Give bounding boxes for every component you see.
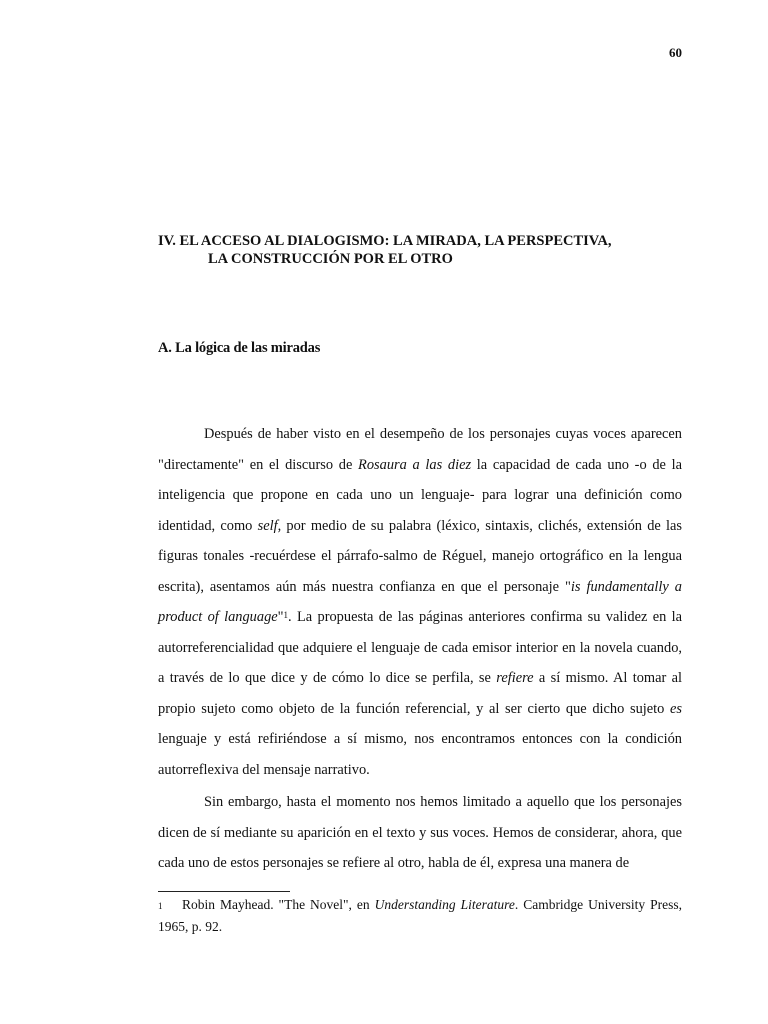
paragraph-1-text-2: la capacidad de cada uno -o de la inteligencia que propone en cada uno un lenguaje- para lograr una definición como identidad, como	[158, 456, 683, 534]
chapter-title	[158, 232, 698, 268]
book-title-rosaura: Rosaura a las diez	[358, 456, 472, 473]
body-text	[158, 419, 682, 879]
footnote-reference[interactable]: 1	[283, 610, 289, 620]
paragraph-1-quote-close: "	[277, 609, 284, 625]
footnote	[158, 894, 682, 938]
footnote-marker: 1	[158, 901, 163, 911]
chapter-title-line-1: IV. EL ACCESO AL DIALOGISMO: LA MIRADA, LA PERSPECTIVA,	[158, 233, 612, 249]
footnote-text-1: Robin Mayhead. "The Novel", en	[182, 897, 375, 912]
paragraph-1-text-1: Después de haber visto en el desempeño de los personajes cuyas voces aparecen "directamente" en el discurso de	[158, 426, 682, 473]
paragraph-1	[158, 419, 682, 785]
paragraph-1-text-5: . La propuesta de las páginas anteriores confirma su validez en la autorreferencialidad que adquiere el lenguaje de cada emisor interior en la novela cuando, a través de lo que dice y de cómo lo dice se perfila, se	[158, 609, 683, 686]
paragraph-1-text-3: por medio de su palabra (léxico, sintaxis, clichés, extensión de las figuras tonales -recuérdese el párrafo-salmo de Réguel, manejo ortográfico en la lengua escrita), asentamos aún más nuestra confianza en que el personaje "	[158, 517, 682, 595]
footnote-book-title: Understanding Literature	[374, 897, 515, 912]
quote-fundamentally-language: is fundamentally a product of language	[158, 578, 682, 625]
footnote-text-2: . Cambridge University Press, 1965, p. 92.	[158, 897, 682, 934]
section-title: A. La lógica de las miradas	[158, 340, 321, 356]
emphasis-self: self,	[257, 517, 282, 534]
emphasis-es: es	[670, 700, 682, 717]
paragraph-2: Sin embargo, hasta el momento nos hemos limitado a aquello que los personajes dicen de sí mediante su aparición en el texto y sus voces. Hemos de considerar, ahora, que cada uno de estos personajes se refiere al otro, habla de él, expresa una manera de	[158, 794, 682, 871]
paragraph-1-text-7: lenguaje y está refiriéndose a sí mismo, nos encontramos entonces con la condición autorreflexiva del mensaje narrativo.	[158, 731, 682, 778]
chapter-title-line-2: LA CONSTRUCCIÓN POR EL OTRO	[208, 251, 453, 267]
paragraph-1-text-6: a sí mismo. Al tomar al propio sujeto como objeto de la función referencial, y al ser cierto que dicho sujeto	[158, 670, 682, 717]
page-number: 60	[669, 45, 682, 60]
footnote-separator	[158, 891, 290, 892]
emphasis-refiere: refiere	[496, 670, 534, 686]
